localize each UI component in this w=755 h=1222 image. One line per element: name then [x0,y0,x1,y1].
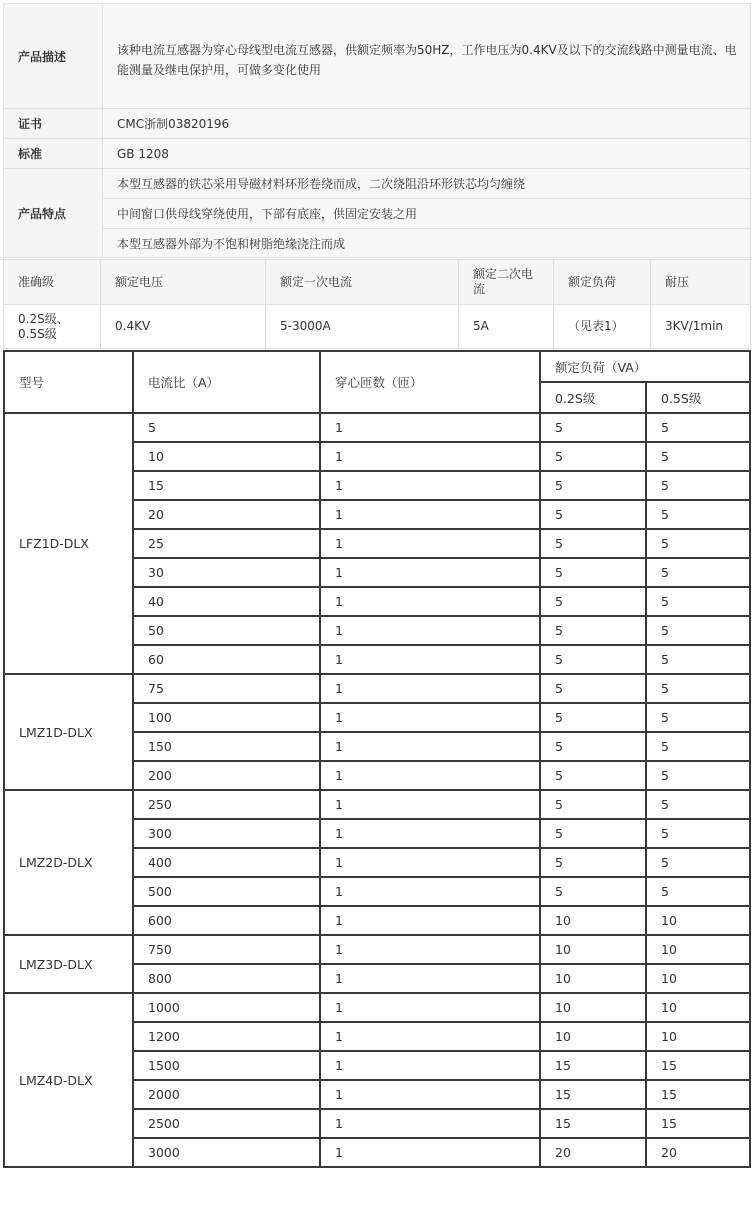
turns-count: 1 [320,1138,540,1167]
load-class-02s: 5 [540,877,646,906]
spec-header-primary-current: 额定一次电流 [266,260,459,305]
features-label: 产品特点 [4,169,103,258]
spec-primary-current: 5-3000A [266,305,459,349]
load-class-02s: 5 [540,558,646,587]
current-ratio: 20 [133,500,320,529]
header-model: 型号 [4,351,133,413]
load-class-05s: 5 [646,674,750,703]
current-ratio: 400 [133,848,320,877]
turns-count: 1 [320,819,540,848]
load-class-02s: 10 [540,993,646,1022]
load-class-02s: 5 [540,703,646,732]
turns-count: 1 [320,471,540,500]
spec-header-load: 额定负荷 [554,260,651,305]
header-class-05s: 0.5S级 [646,382,750,413]
turns-count: 1 [320,674,540,703]
current-ratio: 10 [133,442,320,471]
load-class-02s: 5 [540,471,646,500]
load-class-05s: 10 [646,935,750,964]
current-ratio: 60 [133,645,320,674]
load-class-05s: 5 [646,645,750,674]
spec-withstand: 3KV/1min [651,305,751,349]
current-ratio: 25 [133,529,320,558]
load-class-05s: 20 [646,1138,750,1167]
turns-count: 1 [320,529,540,558]
model-name: LMZ2D-DLX [4,790,133,935]
model-name: LMZ4D-DLX [4,993,133,1167]
feature-item: 本型互感器的铁芯采用导磁材料环形卷绕而成，二次绕阻沿环形铁芯均匀缠绕 [103,169,751,199]
turns-count: 1 [320,906,540,935]
model-table [3,350,751,1168]
current-ratio: 200 [133,761,320,790]
current-ratio: 600 [133,906,320,935]
turns-count: 1 [320,993,540,1022]
spec-header-withstand: 耐压 [651,260,751,305]
certificate-value: CMC浙制03820196 [103,109,751,139]
load-class-05s: 15 [646,1109,750,1138]
load-class-05s: 5 [646,471,750,500]
turns-count: 1 [320,935,540,964]
current-ratio: 500 [133,877,320,906]
load-class-02s: 10 [540,964,646,993]
load-class-02s: 5 [540,500,646,529]
turns-count: 1 [320,500,540,529]
load-class-05s: 5 [646,703,750,732]
load-class-02s: 10 [540,906,646,935]
load-class-02s: 10 [540,935,646,964]
turns-count: 1 [320,1109,540,1138]
table-row [4,790,750,819]
turns-count: 1 [320,877,540,906]
current-ratio: 50 [133,616,320,645]
current-ratio: 1200 [133,1022,320,1051]
load-class-02s: 5 [540,848,646,877]
load-class-02s: 5 [540,529,646,558]
turns-count: 1 [320,964,540,993]
load-class-02s: 5 [540,616,646,645]
load-class-05s: 5 [646,819,750,848]
header-turns: 穿心匝数（匝） [320,351,540,413]
header-ratio: 电流比（A） [133,351,320,413]
standard-label: 标准 [4,139,103,169]
load-class-05s: 5 [646,761,750,790]
table-row [4,935,750,964]
current-ratio: 30 [133,558,320,587]
model-name: LMZ1D-DLX [4,674,133,790]
load-class-05s: 5 [646,500,750,529]
load-class-05s: 5 [646,848,750,877]
turns-count: 1 [320,703,540,732]
current-ratio: 5 [133,413,320,442]
spec-header-voltage: 额定电压 [101,260,266,305]
load-class-05s: 10 [646,906,750,935]
header-class-02s: 0.2S级 [540,382,646,413]
current-ratio: 150 [133,732,320,761]
spec-voltage: 0.4KV [101,305,266,349]
turns-count: 1 [320,645,540,674]
load-class-05s: 15 [646,1051,750,1080]
load-class-05s: 10 [646,964,750,993]
spec-secondary-current: 5A [459,305,554,349]
load-class-02s: 5 [540,413,646,442]
turns-count: 1 [320,1051,540,1080]
current-ratio: 15 [133,471,320,500]
load-class-05s: 10 [646,1022,750,1051]
load-class-02s: 5 [540,587,646,616]
certificate-label: 证书 [4,109,103,139]
load-class-02s: 20 [540,1138,646,1167]
load-class-05s: 5 [646,442,750,471]
load-class-05s: 5 [646,790,750,819]
turns-count: 1 [320,616,540,645]
current-ratio: 40 [133,587,320,616]
spec-accuracy: 0.2S级、0.5S级 [4,305,101,349]
load-class-05s: 5 [646,616,750,645]
model-name: LFZ1D-DLX [4,413,133,674]
current-ratio: 100 [133,703,320,732]
turns-count: 1 [320,761,540,790]
product-info-table [3,3,751,258]
current-ratio: 2500 [133,1109,320,1138]
current-ratio: 800 [133,964,320,993]
load-class-02s: 5 [540,442,646,471]
load-class-05s: 5 [646,732,750,761]
current-ratio: 3000 [133,1138,320,1167]
current-ratio: 750 [133,935,320,964]
description-label: 产品描述 [4,4,103,109]
turns-count: 1 [320,413,540,442]
current-ratio: 75 [133,674,320,703]
standard-value: GB 1208 [103,139,751,169]
table-row [4,993,750,1022]
load-class-02s: 5 [540,761,646,790]
feature-item: 本型互感器外部为不饱和树脂绝缘浇注而成 [103,229,751,258]
feature-item: 中间窗口供母线穿绕使用，下部有底座，供固定安装之用 [103,199,751,229]
table-row [4,413,750,442]
load-class-02s: 15 [540,1109,646,1138]
turns-count: 1 [320,790,540,819]
current-ratio: 2000 [133,1080,320,1109]
specs-table [3,259,751,349]
turns-count: 1 [320,558,540,587]
load-class-05s: 5 [646,558,750,587]
spec-header-accuracy: 准确级 [4,260,101,305]
load-class-02s: 5 [540,790,646,819]
current-ratio: 1500 [133,1051,320,1080]
spec-load: （见表1） [554,305,651,349]
load-class-02s: 5 [540,819,646,848]
load-class-05s: 15 [646,1080,750,1109]
load-class-05s: 5 [646,877,750,906]
turns-count: 1 [320,1022,540,1051]
model-name: LMZ3D-DLX [4,935,133,993]
load-class-02s: 10 [540,1022,646,1051]
turns-count: 1 [320,1080,540,1109]
load-class-05s: 10 [646,993,750,1022]
current-ratio: 1000 [133,993,320,1022]
description-text: 该种电流互感器为穿心母线型电流互感器，供额定频率为50HZ，工作电压为0.4KV及以下的交流线路中测量电流、电能测量及继电保护用，可做多变化使用 [103,4,751,109]
turns-count: 1 [320,732,540,761]
load-class-05s: 5 [646,587,750,616]
table-row [4,674,750,703]
load-class-02s: 5 [540,674,646,703]
current-ratio: 300 [133,819,320,848]
current-ratio: 250 [133,790,320,819]
load-class-02s: 5 [540,645,646,674]
spec-header-secondary-current: 额定二次电流 [459,260,554,305]
load-class-02s: 15 [540,1051,646,1080]
turns-count: 1 [320,442,540,471]
load-class-02s: 15 [540,1080,646,1109]
load-class-05s: 5 [646,529,750,558]
turns-count: 1 [320,587,540,616]
turns-count: 1 [320,848,540,877]
header-rated-load: 额定负荷（VA） [540,351,750,382]
load-class-05s: 5 [646,413,750,442]
load-class-02s: 5 [540,732,646,761]
